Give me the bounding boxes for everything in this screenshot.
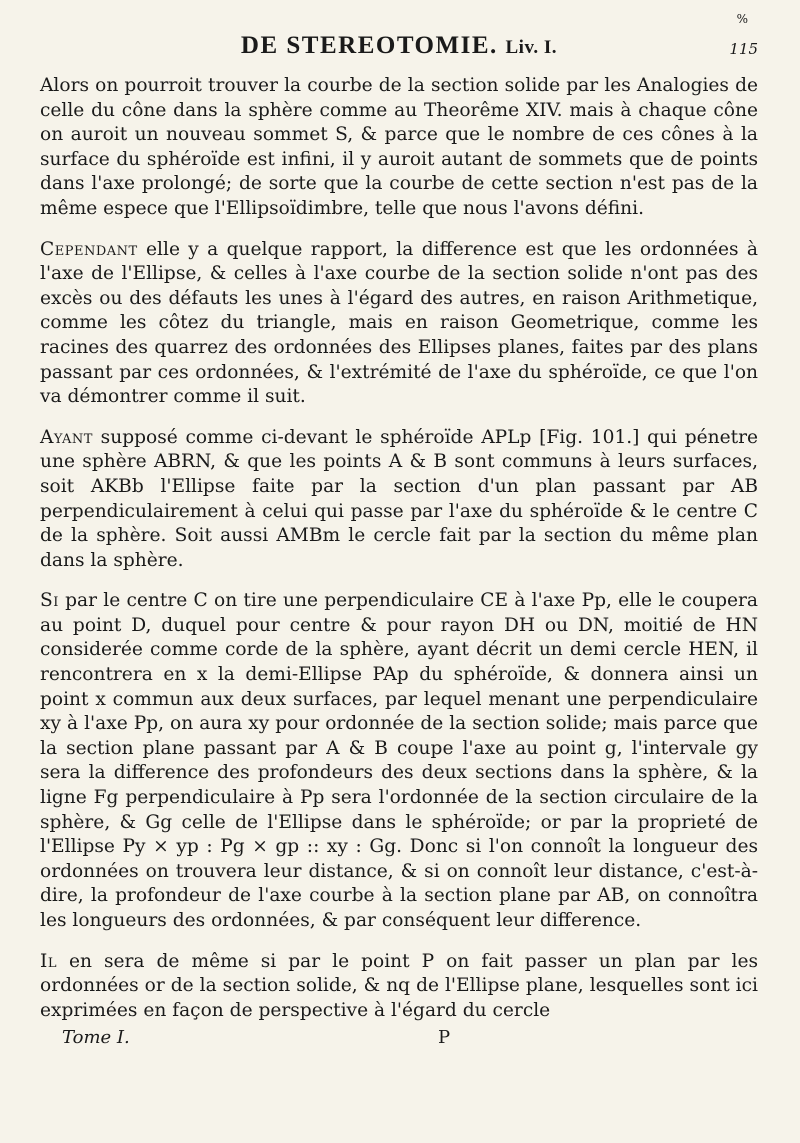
- paragraph-5: Il en sera de même si par le point P on fait passer un plan par les ordonnées or de la section solide, & nq de l'Ellipse plane, lesquelles sont ici exprimées en façon de perspective à l'égard du cercle: [40, 950, 758, 1021]
- paragraph-lead: Il: [40, 950, 57, 972]
- margin-mark: %: [736, 12, 748, 26]
- page-header: [40, 12, 758, 74]
- page-number: 115: [729, 40, 758, 58]
- signature-mark: P: [438, 1027, 451, 1049]
- book-page: [40, 12, 758, 1130]
- running-head: [241, 32, 557, 60]
- paragraph-2: Cependant elle y a quelque rapport, la difference est que les ordonnées à l'axe de l'Ellipse, & celles à l'axe courbe de la section solide n'ont pas des excès ou des défauts les unes à l'égard des autres, en raison Arithmetique, comme les côtez du triangle, mais en raison Geometrique, comme les racines des quarrez des ordonnées des Ellipses planes, faites par des plans passant par ces ordonnées, & l'extrémité de l'axe du sphéroïde, ce que l'on va démontrer comme il suit.: [40, 238, 758, 408]
- volume-label: Tome I.: [62, 1027, 130, 1049]
- paragraph-lead: Cependant: [40, 238, 138, 260]
- running-head-book: Liv. I.: [505, 37, 558, 58]
- paragraph-1: Alors on pourroit trouver la courbe de la section solide par les Analogies de celle du cône dans la sphère comme au Theorême XIV. mais à chaque cône on auroit un nouveau sommet S, & parce que le nombre de ces cônes à la surface du sphéroïde est infini, il y auroit autant de sommets que de points dans l'axe prolongé; de sorte que la courbe de cette section n'est pas de la même espece que l'Ellipsoïdimbre, telle que nous l'avons défini.: [40, 75, 758, 219]
- paragraph-4: Si par le centre C on tire une perpendiculaire CE à l'axe Pp, elle le coupera au point D, duquel pour centre & pour rayon DH ou DN, moitié de HN considerée comme corde de la sphère, ayant décrit un demi cercle HEN, il rencontrera en x la demi-Ellipse PAp du sphéroïde, & donnera ainsi un point x commun aux deux surfaces, par lequel menant une perpendiculaire xy à l'axe Pp, on aura xy pour ordonnée de la section solide; mais parce que la section plane passant par A & B coupe l'axe au point g, l'intervale gy sera la difference des profondeurs des deux sections dans la sphère, & la ligne Fg perpendiculaire à Pp sera l'ordonnée de la section circulaire de la sphère, & Gg celle de l'Ellipse dans le sphéroïde; or par la proprieté de l'Ellipse Py × yp : Pg × gp :: xy : Gg. Donc si l'on connoît la longueur des ordonnées on trouvera leur distance, & si on connoît leur distance, c'est-à-dire, la profondeur de l'axe courbe à la section plane par AB, on connoîtra les longueurs des ordonnées, & par conséquent leur difference.: [40, 590, 758, 931]
- paragraph-lead: Si: [40, 590, 59, 612]
- running-head-title: DE STEREOTOMIE.: [240, 32, 498, 59]
- page-footer: [40, 1027, 758, 1055]
- paragraph-3: Ayant supposé comme ci-devant le sphéroïde APLp [Fig. 101.] qui pénetre une sphère ABRN, & que les points A & B sont communs à leurs surfaces, soit AKBb l'Ellipse faite par la section d'un plan passant par AB perpendiculairement à celui qui passe par l'axe du sphéroïde & le centre C de la sphère. Soit aussi AMBm le cercle fait par la section du même plan dans la sphère.: [40, 426, 758, 571]
- paragraph-lead: Ayant: [40, 426, 93, 448]
